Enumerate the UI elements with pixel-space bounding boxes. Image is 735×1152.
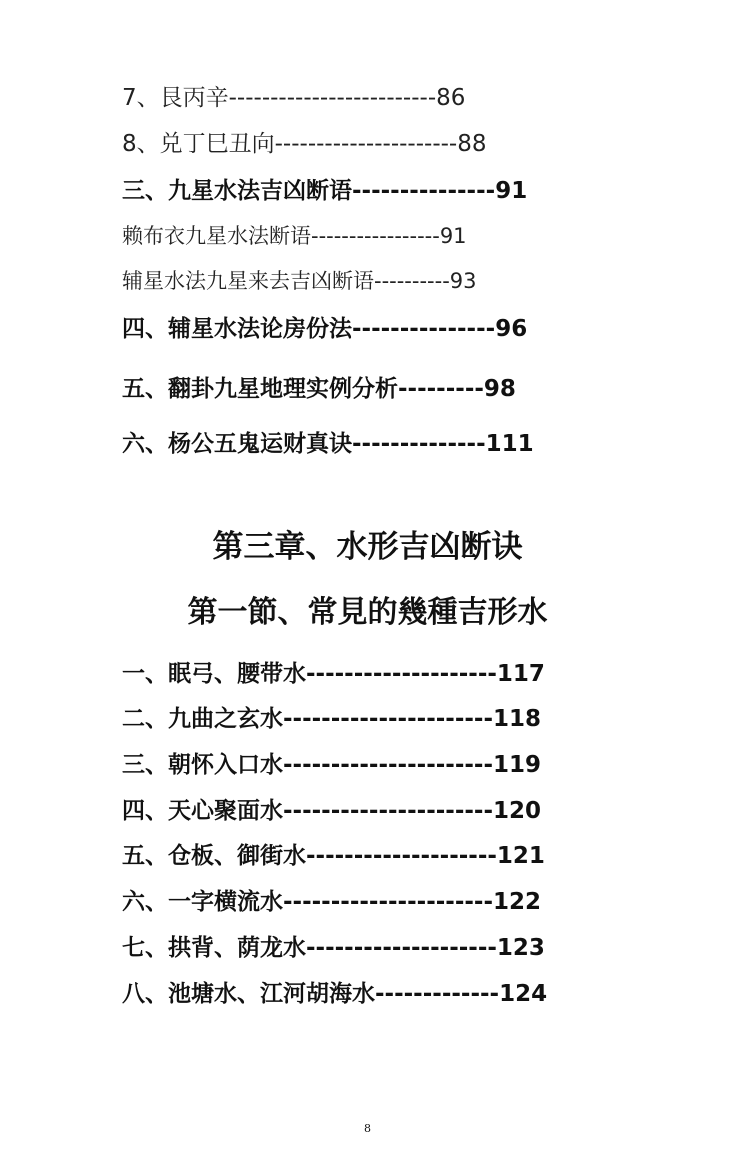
toc-entry: 五、仓板、御街水--------------------121 — [122, 843, 545, 869]
toc-entry: 五、翻卦九星地理实例分析---------98 — [122, 376, 516, 402]
toc-entry: 三、九星水法吉凶断语---------------91 — [122, 178, 528, 204]
chapter-title: 第三章、水形吉凶断诀 — [212, 529, 523, 565]
toc-entry: 一、眠弓、腰带水--------------------117 — [122, 661, 545, 687]
toc-entry: 四、天心聚面水----------------------120 — [122, 798, 542, 824]
toc-entry: 赖布衣九星水法断语-----------------91 — [122, 224, 467, 248]
toc-entry: 八、池塘水、江河胡海水-------------124 — [122, 981, 548, 1007]
toc-entry: 8、兑丁巳丑向----------------------88 — [122, 131, 487, 157]
toc-entry: 辅星水法九星来去吉凶断语----------93 — [122, 269, 477, 293]
toc-entry: 四、辅星水法论房份法---------------96 — [122, 316, 528, 342]
toc-entry: 三、朝怀入口水----------------------119 — [122, 752, 542, 778]
toc-entry: 二、九曲之玄水----------------------118 — [122, 706, 542, 732]
toc-entry: 七、拱背、荫龙水--------------------123 — [122, 935, 545, 961]
page-number: 8 — [364, 1122, 371, 1135]
toc-entry: 六、一字横流水----------------------122 — [122, 889, 542, 915]
section-title: 第一節、常見的幾種吉形水 — [187, 595, 548, 630]
toc-entry: 六、杨公五鬼运财真诀--------------111 — [122, 431, 534, 457]
toc-entry: 7、艮丙辛-------------------------86 — [122, 85, 466, 111]
